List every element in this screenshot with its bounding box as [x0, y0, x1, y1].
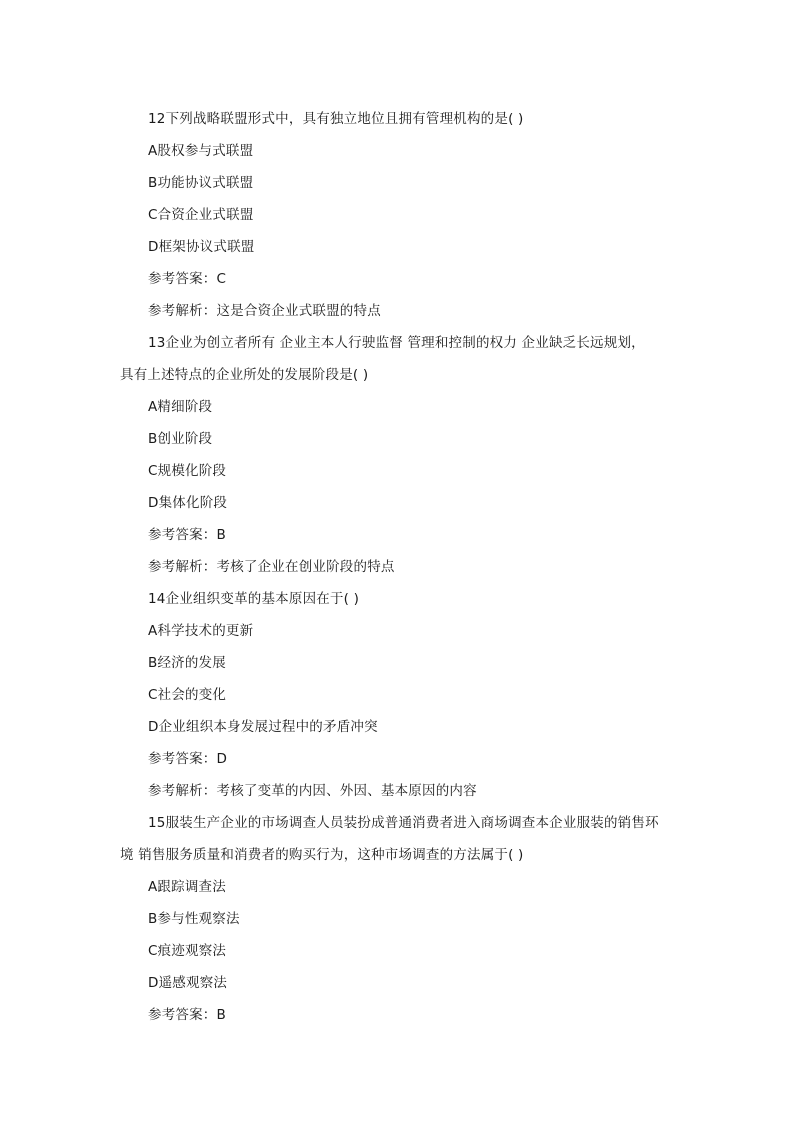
question-15-option-d: D遥感观察法 — [148, 975, 228, 991]
question-13-answer: 参考答案：B — [148, 527, 226, 543]
question-12-option-a: A股权参与式联盟 — [148, 143, 254, 159]
question-14-option-d: D企业组织本身发展过程中的矛盾冲突 — [148, 719, 378, 735]
question-15-option-a: A跟踪调查法 — [148, 879, 226, 895]
question-14-option-a: A科学技术的更新 — [148, 623, 254, 639]
question-15-stem-continued: 境 销售服务质量和消费者的购买行为，这种市场调查的方法属于( ) — [120, 847, 524, 863]
question-14-stem: 14企业组织变革的基本原因在于( ) — [148, 591, 360, 607]
question-14-explanation: 参考解析：考核了变革的内因、外因、基本原因的内容 — [148, 783, 477, 799]
question-12-answer: 参考答案：C — [148, 271, 227, 287]
question-12-stem: 12下列战略联盟形式中，具有独立地位且拥有管理机构的是( ) — [148, 111, 524, 127]
question-13-option-b: B创业阶段 — [148, 431, 213, 447]
question-14-answer: 参考答案：D — [148, 751, 228, 767]
question-15-answer: 参考答案：B — [148, 1007, 226, 1023]
question-14-option-b: B经济的发展 — [148, 655, 226, 671]
question-14-option-c: C社会的变化 — [148, 687, 227, 703]
question-13-stem-continued: 具有上述特点的企业所处的发展阶段是( ) — [120, 367, 369, 383]
question-13-option-a: A精细阶段 — [148, 399, 213, 415]
question-12-option-c: C合资企业式联盟 — [148, 207, 254, 223]
question-15-option-c: C痕迹观察法 — [148, 943, 227, 959]
question-13-option-d: D集体化阶段 — [148, 495, 228, 511]
question-15-option-b: B参与性观察法 — [148, 911, 240, 927]
question-15-stem: 15服装生产企业的市场调查人员装扮成普通消费者进入商场调查本企业服装的销售环 — [148, 815, 659, 831]
question-13-explanation: 参考解析：考核了企业在创业阶段的特点 — [148, 559, 395, 575]
question-13-option-c: C规模化阶段 — [148, 463, 227, 479]
question-13-stem: 13企业为创立者所有 企业主本人行驶监督 管理和控制的权力 企业缺乏长远规划， — [148, 335, 645, 351]
question-12-explanation: 参考解析：这是合资企业式联盟的特点 — [148, 303, 381, 319]
question-12-option-d: D框架协议式联盟 — [148, 239, 255, 255]
question-12-option-b: B功能协议式联盟 — [148, 175, 254, 191]
